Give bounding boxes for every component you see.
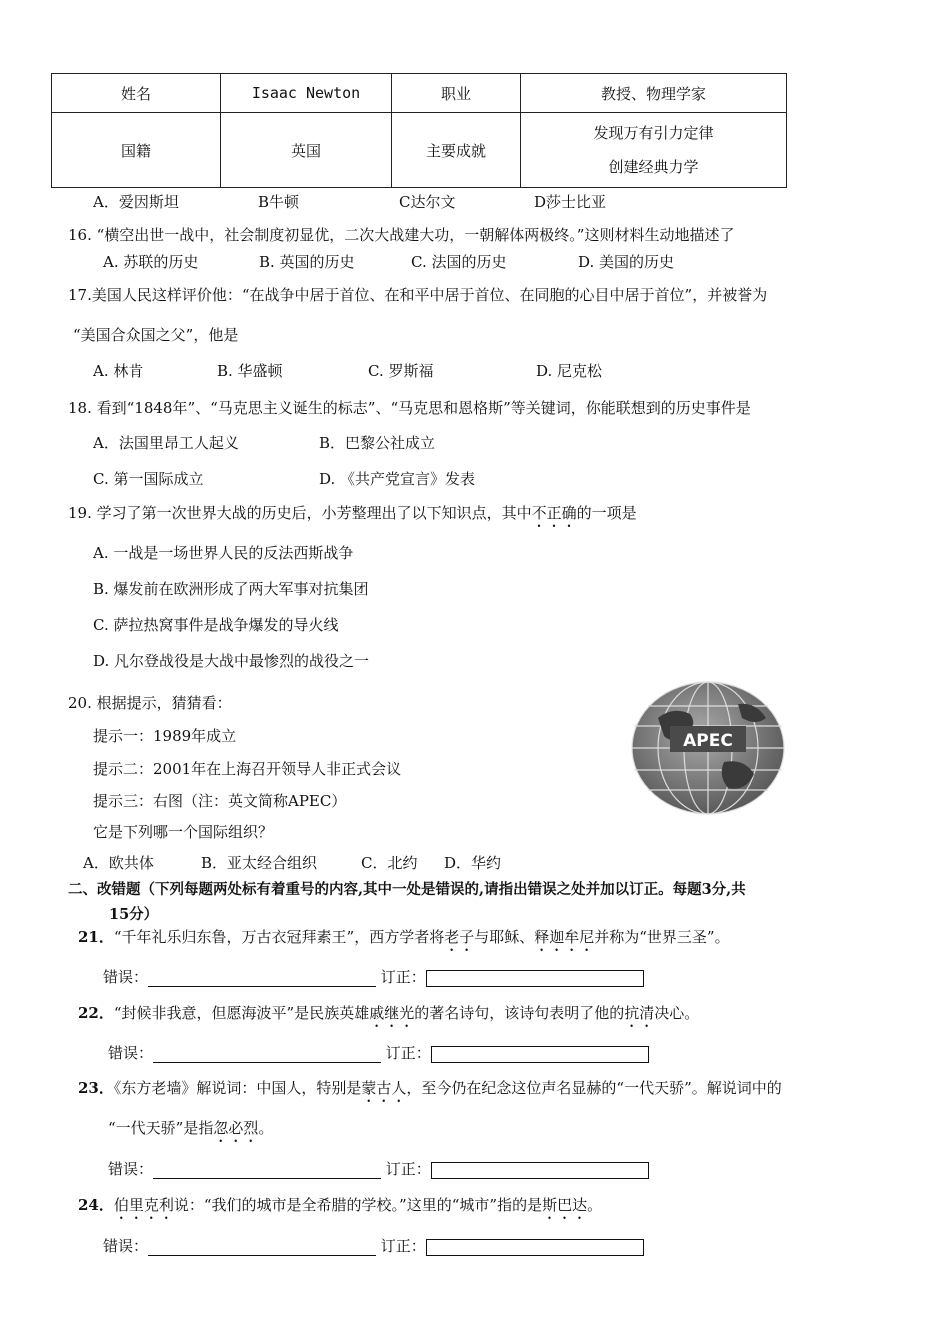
question-22 [78, 1002, 699, 1031]
question-number: 23． [78, 1079, 114, 1097]
option: B牛顿 [258, 193, 300, 211]
option: D. 《共产党宣言》发表 [319, 470, 476, 488]
option: B. 爆发前在欧洲形成了两大军事对抗集团 [93, 580, 369, 598]
stem-text: 19. 学习了第一次世界大战的历史后，小芳整理出了以下知识点，其中 [68, 504, 532, 522]
question-number: 24． [78, 1196, 114, 1214]
error-blank[interactable] [153, 1046, 381, 1063]
question-21 [78, 926, 730, 955]
table-cell-achievements [521, 113, 787, 188]
option: A．欧共体 [83, 854, 154, 872]
hint: 提示三：右图（注：英文简称APEC） [93, 792, 347, 810]
option: C. 罗斯福 [368, 362, 434, 380]
table-cell: 英国 [221, 113, 392, 188]
question-16-stem: 16. “横空出世一战中，社会制度初显优，二次大战建大功，一朝解体两极终。”这则材料生动地描述了 [68, 226, 735, 244]
stem-text: 说：“我们的城市是全希腊的学校。”这里的“城市”指的是 [173, 1196, 543, 1214]
correct-label: 订正： [385, 1044, 431, 1062]
question-number: 22． [78, 1004, 114, 1022]
option: D．华约 [444, 854, 502, 872]
emphasis-text: 抗清 [624, 1004, 655, 1022]
apec-logo-text: APEC [683, 731, 733, 751]
option: D. 美国的历史 [578, 253, 675, 271]
answer-row-21 [103, 966, 644, 987]
option: C. 法国的历史 [411, 253, 507, 271]
achievement: 发现万有引力定律 [593, 124, 714, 142]
question-17-stem: 17.美国人民这样评价他：“在战争中居于首位、在和平中居于首位、在同胞的心目中居于首位”，并被誉为 [68, 286, 768, 304]
table-cell: 职业 [392, 74, 521, 113]
option: D. 尼克松 [536, 362, 603, 380]
question-20-question: 它是下列哪一个国际组织？ [93, 823, 274, 841]
correct-label: 订正： [380, 968, 426, 986]
stem-text: 的一项是 [576, 504, 637, 522]
emphasis-text: 老子 [444, 928, 475, 946]
option: B. 华盛顿 [217, 362, 283, 380]
section-2-title-2: 15分） [109, 906, 159, 923]
emphasis-text: 戚继光 [369, 1004, 415, 1022]
error-blank[interactable] [148, 970, 376, 987]
answer-row-23 [108, 1158, 649, 1179]
option: A. 林肯 [93, 362, 144, 380]
stem-text: 与耶稣、 [474, 928, 535, 946]
table-cell: 国籍 [52, 113, 221, 188]
hint: 提示二：2001年在上海召开领导人非正式会议 [93, 760, 402, 778]
emphasis-text: 释迦牟尼 [534, 928, 595, 946]
achievement: 创建经典力学 [608, 158, 699, 176]
emphasis-text: 蒙古人 [361, 1079, 407, 1097]
question-24 [78, 1194, 602, 1223]
stem-text: “封候非我意，但愿海波平”是民族英雄 [113, 1004, 370, 1022]
error-label: 错误： [103, 1237, 149, 1255]
option: A. 苏联的历史 [103, 253, 199, 271]
emphasis-text: 不正确 [531, 504, 577, 522]
q18-options-row1 [93, 432, 435, 453]
table-cell: 姓名 [52, 74, 221, 113]
stem-text: “一代天骄”是指 [108, 1119, 214, 1137]
stem-text: 并称为“世界三圣”。 [594, 928, 730, 946]
stem-text: ，至今仍在纪念这位声名显赫的“一代天骄”。解说词中的 [406, 1079, 782, 1097]
correct-box[interactable] [431, 1046, 649, 1063]
question-19-stem [68, 502, 637, 531]
error-label: 错误： [103, 968, 149, 986]
error-label: 错误： [108, 1044, 154, 1062]
stem-text: 。 [258, 1119, 274, 1137]
option: D. 凡尔登战役是大战中最惨烈的战役之一 [93, 652, 370, 670]
question-23 [78, 1077, 782, 1106]
q18-options-row2 [93, 468, 475, 489]
correct-label: 订正： [385, 1160, 431, 1178]
emphasis-text: 斯巴达 [542, 1196, 588, 1214]
option: C．北约 [361, 854, 418, 872]
table-cell: 教授、物理学家 [521, 74, 787, 113]
option: A．爱因斯坦 [93, 193, 179, 211]
error-label: 错误： [108, 1160, 154, 1178]
correct-box[interactable] [426, 970, 644, 987]
section-2-title: 二、改错题（下列每题两处标有着重号的内容,其中一处是错误的,请指出错误之处并加以订正。每题3分,共 [68, 881, 746, 898]
table-row [52, 74, 787, 113]
answer-row-24 [103, 1235, 644, 1256]
apec-logo [628, 678, 788, 818]
table-cell: 主要成就 [392, 113, 521, 188]
stem-text: 的著名诗句，该诗句表明了他的 [414, 1004, 625, 1022]
question-17-stem-2: “美国合众国之父”，他是 [73, 326, 239, 344]
correct-box[interactable] [431, 1162, 649, 1179]
option: A. 一战是一场世界人民的反法西斯战争 [93, 544, 354, 562]
error-blank[interactable] [148, 1239, 376, 1256]
answer-row-22 [108, 1042, 649, 1063]
q15-options [93, 191, 606, 212]
option: C. 第一国际成立 [93, 470, 204, 488]
option: C达尔文 [399, 193, 456, 211]
table-cell: Isaac Newton [221, 74, 392, 113]
hint: 提示一：1989年成立 [93, 727, 237, 745]
option: A．法国里昂工人起义 [93, 434, 239, 452]
question-20-stem: 20. 根据提示，猜猜看： [68, 694, 232, 712]
emphasis-text: 忽必烈 [213, 1119, 259, 1137]
stem-text: “千年礼乐归东鲁，万古衣冠拜素王”，西方学者将 [113, 928, 445, 946]
q16-options [103, 251, 674, 272]
stem-text: 决心。 [654, 1004, 700, 1022]
option: D莎士比亚 [534, 193, 607, 211]
emphasis-text: 伯里克利 [113, 1196, 174, 1214]
option: B．亚太经合组织 [201, 854, 318, 872]
stem-text: 。 [587, 1196, 603, 1214]
question-23-line2 [108, 1117, 273, 1146]
stem-text: 《东方老墙》解说词：中国人，特别是 [113, 1079, 362, 1097]
error-blank[interactable] [153, 1162, 381, 1179]
correct-label: 订正： [380, 1237, 426, 1255]
question-number: 21． [78, 928, 114, 946]
option: B. 英国的历史 [259, 253, 355, 271]
q20-options [83, 852, 501, 873]
q17-options [93, 360, 602, 381]
option: B．巴黎公社成立 [319, 434, 436, 452]
info-table [51, 73, 787, 188]
table-row [52, 113, 787, 188]
option: C. 萨拉热窝事件是战争爆发的导火线 [93, 616, 339, 634]
correct-box[interactable] [426, 1239, 644, 1256]
question-18-stem: 18. 看到“1848年”、“马克思主义诞生的标志”、“马克思和恩格斯”等关键词，你能联想到的历史事件是 [68, 399, 751, 417]
